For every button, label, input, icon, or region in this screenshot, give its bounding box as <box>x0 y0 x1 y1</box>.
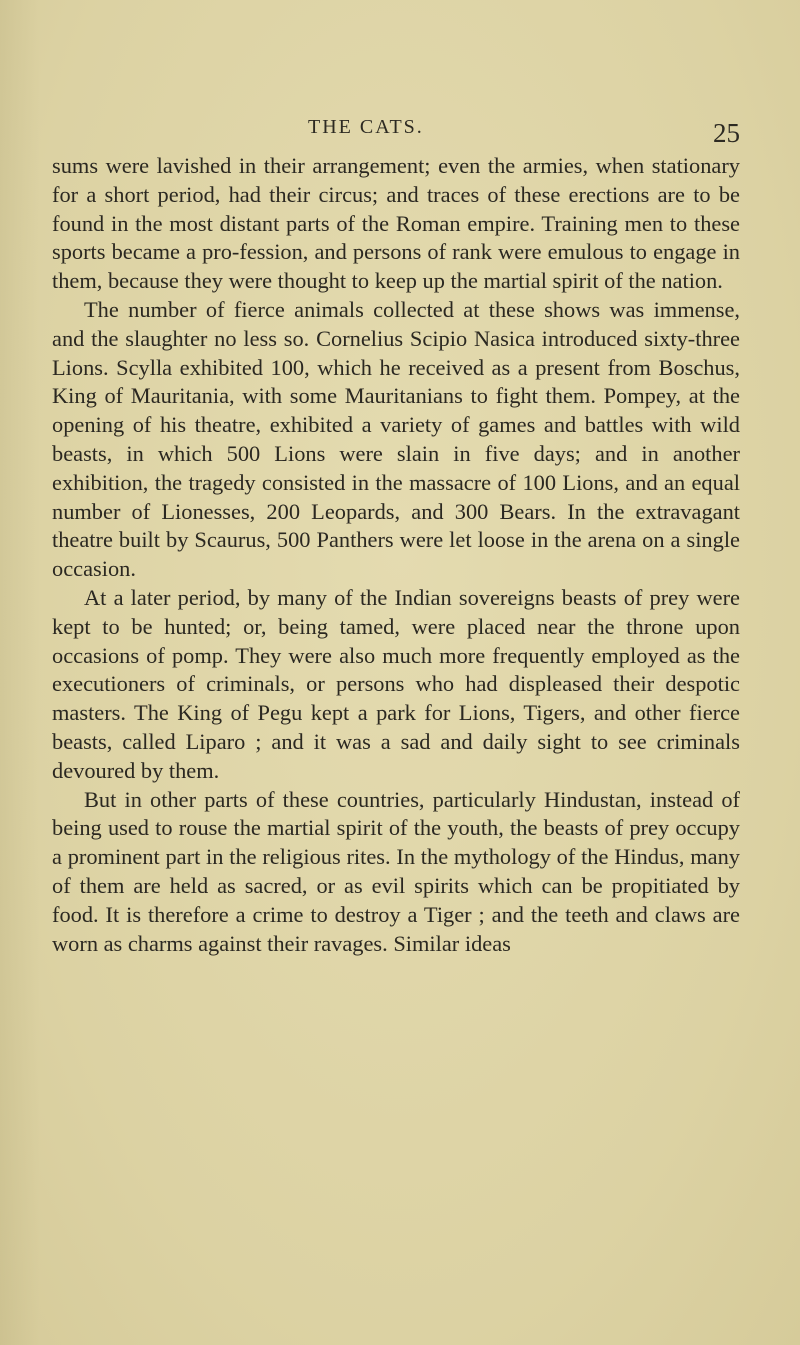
body-text <box>52 152 740 958</box>
paragraph-3: At a later period, by many of the Indian sovereigns beasts of prey were kept to be hunted; or, being tamed, were placed near the throne upon occasions of pomp. They were also much more frequently employed as the executioners of criminals, or persons who had displeased their despotic masters. The King of Pegu kept a park for Lions, Tigers, and other fierce beasts, called Liparo ; and it was a sad and daily sight to see criminals devoured by them. <box>52 584 740 783</box>
running-head <box>0 100 800 148</box>
paragraph-4: But in other parts of these countries, particularly Hindustan, instead of being used to rouse the martial spirit of the youth, the beasts of prey occupy a prominent part in the religious rites. In the mythology of the Hindus, many of them are held as sacred, or as evil spirits which can be propitiated by food. It is therefore a crime to destroy a Tiger ; and the teeth and claws are worn as charms against their ravages. Similar ideas <box>52 786 740 956</box>
page-number: 25 <box>713 118 740 148</box>
paragraph-2: The number of fierce animals collected at these shows was immense, and the slaughter no less so. Cornelius Scipio Nasica introduced sixty-three Lions. Scylla exhibited 100, which he received as a present from Boschus, King of Mauritania, with some Mauritanians to fight them. Pompey, at the opening of his theatre, exhibited a variety of games and battles with wild beasts, in which 500 Lions were slain in five days; and in another exhibition, the tragedy consisted in the massacre of 100 Lions, and an equal number of Lionesses, 200 Leopards, and 300 Bears. In the extravagant theatre built by Scaurus, 500 Panthers were let loose in the arena on a single occasion. <box>52 296 740 582</box>
running-title: THE CATS. <box>308 116 424 138</box>
paragraph-1: sums were lavished in their arrangement; even the armies, when stationary for a short period, had their circus; and traces of these erections are to be found in the most distant parts of the Roman empire. Training men to these sports became a pro-fession, and persons of rank were emulous to engage in them, because they were thought to keep up the martial spirit of the nation. <box>52 153 740 294</box>
